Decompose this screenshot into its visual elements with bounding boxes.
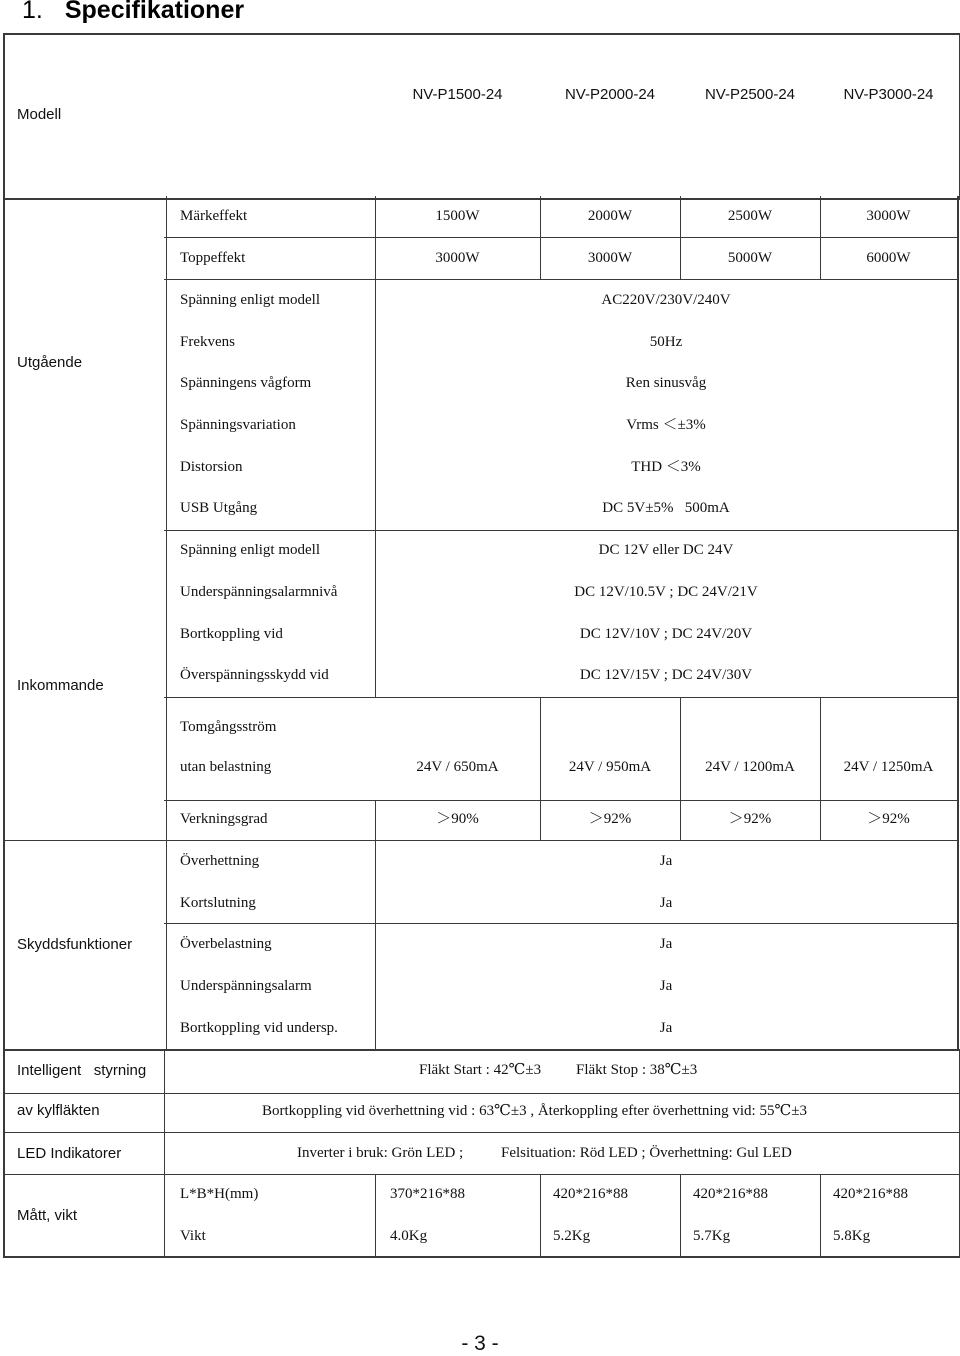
idle-current-label: Tomgångsström <box>180 719 277 735</box>
rated-power-value: 1500W <box>435 208 480 224</box>
protection-item-label: Kortslutning <box>180 895 256 911</box>
protection-item-value: Ja <box>659 853 673 869</box>
idle-current-label-line2: utan belastning <box>180 759 272 775</box>
divider <box>375 1174 376 1256</box>
rated-power-value: 3000W <box>866 208 911 224</box>
waveform-label: Spänningens vågform <box>180 375 312 391</box>
fan-start-value: Fläkt Start : 42℃±3 <box>419 1062 542 1078</box>
cell-led <box>3 1132 960 1175</box>
peak-power-value: 3000W <box>435 250 480 266</box>
idle-current-value: 24V / 950mA <box>568 759 652 775</box>
divider <box>375 800 376 1049</box>
divider <box>164 1049 165 1256</box>
cell-output-details <box>164 279 959 531</box>
model-name: NV-P2000-24 <box>564 86 656 103</box>
fan-stop-value: Fläkt Stop : 38℃±3 <box>576 1062 698 1078</box>
distortion-value: THD ＜3% <box>631 459 701 475</box>
input-group-label: Inkommande <box>17 677 104 694</box>
led-status-value: Felsituation: Röd LED ; Överhettning: Gul LED <box>501 1145 792 1161</box>
divider <box>540 1174 541 1256</box>
peak-power-value: 5000W <box>727 250 773 266</box>
protection-group-label: Skyddsfunktioner <box>17 936 133 953</box>
output-voltage-label: Spänning enligt modell <box>180 292 320 308</box>
idle-current-value: 24V / 1200mA <box>705 759 795 775</box>
fan-label: Intelligent styrning <box>17 1062 147 1079</box>
protection-item-value: Ja <box>659 936 673 952</box>
waveform-value: Ren sinusvåg <box>625 375 707 391</box>
model-name: NV-P1500-24 <box>412 86 503 103</box>
peak-power-value: 6000W <box>866 250 911 266</box>
usb-label: USB Utgång <box>180 500 258 516</box>
peak-power-value: 3000W <box>587 250 633 266</box>
disconnect-value: DC 12V/10V ; DC 24V/20V <box>579 626 753 642</box>
divider <box>820 1174 821 1256</box>
size-value: 420*216*88 <box>833 1186 908 1202</box>
frequency-value: 50Hz <box>649 334 683 350</box>
output-voltage-value: AC220V/230V/240V <box>601 292 731 308</box>
protection-item-label: Överbelastning <box>180 936 272 952</box>
undervoltage-alarm-value: DC 12V/10.5V ; DC 24V/21V <box>574 584 758 600</box>
cell-input-idle <box>164 697 959 801</box>
size-value: 420*216*88 <box>553 1186 628 1202</box>
protection-item-label: Bortkoppling vid undersp. <box>180 1020 338 1036</box>
weight-value: 5.8Kg <box>833 1228 871 1244</box>
cell-dimensions <box>3 1174 960 1258</box>
frequency-label: Frekvens <box>180 334 235 350</box>
undervoltage-alarm-label: Underspänningsalarmnivå <box>180 584 338 600</box>
cell-protection-values <box>164 840 959 924</box>
model-name: NV-P2500-24 <box>704 86 796 103</box>
input-voltage-label: Spänning enligt modell <box>180 542 320 558</box>
size-label: L*B*H(mm) <box>180 1186 259 1202</box>
divider <box>375 196 376 530</box>
disconnect-label: Bortkoppling vid <box>180 626 283 642</box>
efficiency-value: ＞92% <box>588 811 632 827</box>
idle-current-value: 24V / 650mA <box>416 759 499 775</box>
page-number: - 3 - <box>461 1332 499 1355</box>
dimensions-label: Mått, vikt <box>17 1207 78 1224</box>
rated-power-value: 2500W <box>727 208 773 224</box>
cell-model-header <box>3 33 960 200</box>
protection-item-value: Ja <box>659 978 673 994</box>
efficiency-value: ＞92% <box>867 811 910 827</box>
led-label: LED Indikatorer <box>17 1145 122 1162</box>
protection-item-label: Underspänningsalarm <box>180 978 312 994</box>
fan-protection-value: Bortkoppling vid överhettning vid : 63℃±3 , Återkoppling efter överhettning vid: 55℃±3 <box>262 1103 807 1119</box>
weight-value: 5.7Kg <box>693 1228 731 1244</box>
divider <box>680 1174 681 1256</box>
output-group-label: Utgående <box>17 354 83 371</box>
model-name: NV-P3000-24 <box>843 86 934 103</box>
idle-current-value: 24V / 1250mA <box>843 759 934 775</box>
peak-power-label: Toppeffekt <box>180 250 246 266</box>
weight-value: 4.0Kg <box>390 1228 428 1244</box>
rated-power-value: 2000W <box>587 208 633 224</box>
weight-label: Vikt <box>180 1228 206 1244</box>
size-value: 370*216*88 <box>390 1186 465 1202</box>
size-value: 420*216*88 <box>693 1186 768 1202</box>
led-in-use-value: Inverter i bruk: Grön LED ; <box>297 1145 464 1161</box>
efficiency-value: ＞90% <box>436 811 479 827</box>
protection-item-label: Överhettning <box>180 853 260 869</box>
efficiency-label: Verkningsgrad <box>180 811 268 827</box>
protection-item-value: Ja <box>659 1020 673 1036</box>
weight-value: 5.2Kg <box>553 1228 591 1244</box>
variation-value: Vrms ＜±3% <box>626 417 706 433</box>
section-title: Specifikationer <box>64 0 245 24</box>
overvoltage-label: Överspänningsskydd vid <box>180 667 329 683</box>
distortion-label: Distorsion <box>180 459 243 475</box>
fan-label-line2: av kylfläkten <box>17 1102 100 1119</box>
usb-value: DC 5V±5% 500mA <box>602 500 730 516</box>
section-heading <box>22 0 244 25</box>
section-number: 1. <box>22 0 43 24</box>
variation-label: Spänningsvariation <box>180 417 296 433</box>
overvoltage-value: DC 12V/15V ; DC 24V/30V <box>579 667 753 683</box>
input-voltage-value: DC 12V eller DC 24V <box>598 542 734 558</box>
efficiency-value: ＞92% <box>728 811 772 827</box>
protection-item-value: Ja <box>659 895 673 911</box>
rated-power-label: Märkeffekt <box>180 208 248 224</box>
model-label: Modell <box>17 106 62 123</box>
